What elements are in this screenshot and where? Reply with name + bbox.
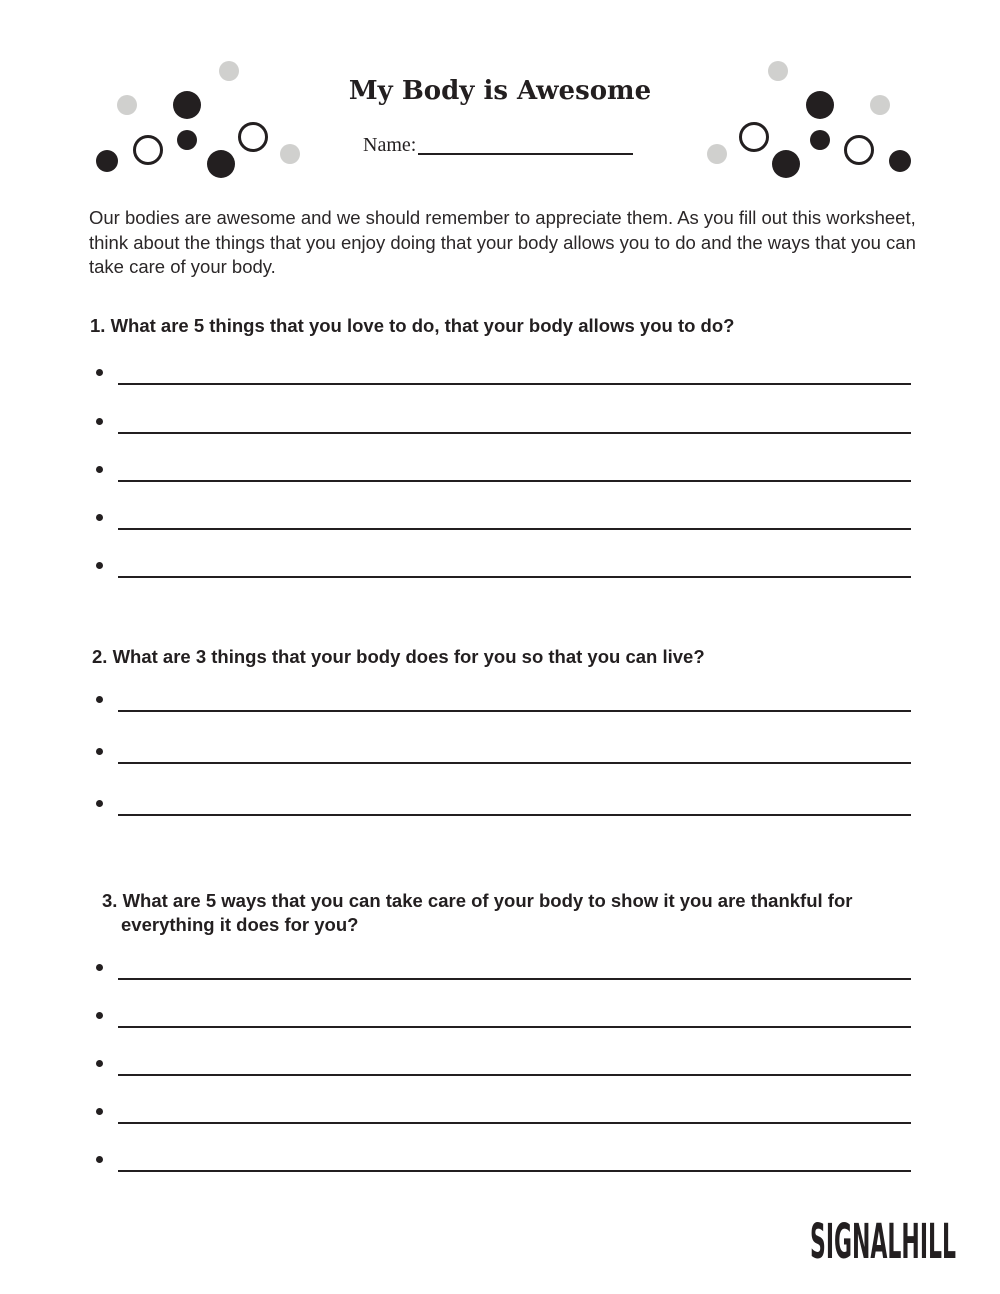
ring-dot — [741, 124, 768, 151]
logo-text: SIGNALHILL — [810, 1214, 956, 1263]
blank-line — [118, 480, 911, 482]
name-blank-line — [418, 153, 633, 155]
dark-dot — [173, 91, 201, 119]
blank-line — [118, 576, 911, 578]
light-dot — [707, 144, 727, 164]
answer-line — [96, 950, 911, 980]
answer-line — [96, 734, 911, 764]
ring-dot — [135, 137, 162, 164]
left-dot-cluster — [96, 61, 300, 178]
bullet — [96, 369, 103, 376]
bullet — [96, 1108, 103, 1115]
intro-paragraph: Our bodies are awesome and we should remember to appreciate them. As you fill out this worksheet, think about the things that you enjoy doing that your body allows you to do and the ways that you can take care of your body. — [89, 207, 916, 277]
answer-line — [96, 1094, 911, 1124]
blank-line — [118, 1122, 911, 1124]
answer-line — [96, 452, 911, 482]
answer-line — [96, 1046, 911, 1076]
blank-line — [118, 432, 911, 434]
blank-line — [118, 383, 911, 385]
question-2: 2. What are 3 things that your body does for you so that you can live? — [92, 646, 705, 667]
dark-dot — [772, 150, 800, 178]
blank-line — [118, 710, 911, 712]
dark-dot — [207, 150, 235, 178]
blank-line — [118, 1074, 911, 1076]
answer-line — [96, 786, 911, 816]
light-dot — [768, 61, 788, 81]
answer-line — [96, 998, 911, 1028]
dark-dot — [810, 130, 830, 150]
light-dot — [870, 95, 890, 115]
blank-line — [118, 1026, 911, 1028]
blank-line — [118, 814, 911, 816]
light-dot — [280, 144, 300, 164]
answer-line — [96, 355, 911, 385]
bullet — [96, 800, 103, 807]
bullet — [96, 1060, 103, 1067]
bullet — [96, 1156, 103, 1163]
light-dot — [117, 95, 137, 115]
light-dot — [219, 61, 239, 81]
ring-dot — [846, 137, 873, 164]
right-dot-cluster — [707, 61, 911, 178]
worksheet-title: My Body is Awesome — [348, 76, 652, 106]
blank-line — [118, 528, 911, 530]
ring-dot — [240, 124, 267, 151]
answer-line — [96, 548, 911, 578]
question-3: 3. What are 5 ways that you can take care of your body to show it you are thankful for everything it does for you? — [102, 890, 853, 935]
dark-dot — [96, 150, 118, 172]
dark-dot — [889, 150, 911, 172]
answer-line — [96, 500, 911, 530]
bullet — [96, 1012, 103, 1019]
dark-dot — [177, 130, 197, 150]
answer-line — [96, 404, 911, 434]
bullet — [96, 696, 103, 703]
bullet — [96, 466, 103, 473]
bullet — [96, 748, 103, 755]
blank-line — [118, 978, 911, 980]
name-field — [363, 128, 633, 156]
signalhill-logo — [810, 1213, 958, 1263]
blank-line — [118, 1170, 911, 1172]
answer-line — [96, 1142, 911, 1172]
blank-line — [118, 762, 911, 764]
dark-dot — [806, 91, 834, 119]
bullet — [96, 562, 103, 569]
bullet — [96, 514, 103, 521]
question-1: 1. What are 5 things that you love to do, that your body allows you to do? — [90, 315, 735, 336]
bullet — [96, 964, 103, 971]
bullet — [96, 418, 103, 425]
name-label: Name: — [363, 134, 417, 156]
answer-line — [96, 682, 911, 712]
